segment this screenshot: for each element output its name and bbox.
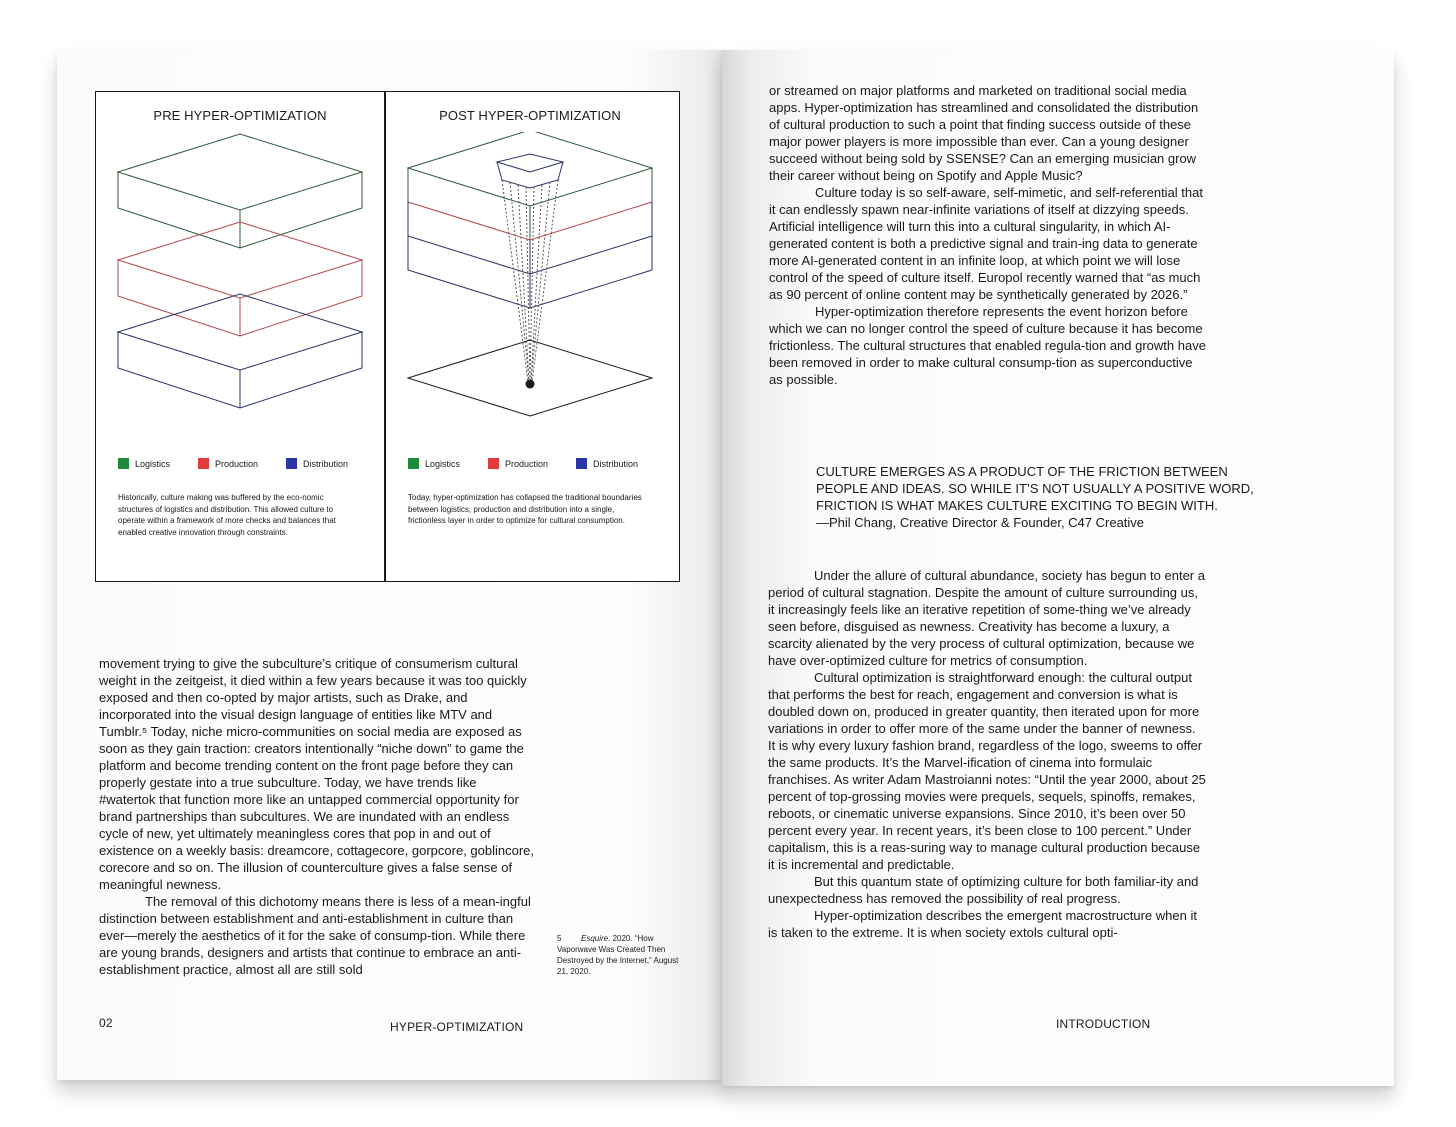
singularity-point xyxy=(526,380,535,389)
footnote-source: Esquire xyxy=(581,934,609,943)
pre-logistics-layer xyxy=(118,134,362,248)
paragraph: Hyper-optimization describes the emergent macrostructure when it is taken to the extreme. It is when society extols cultural opti- xyxy=(768,908,1197,940)
pre-layers-diagram xyxy=(96,132,384,452)
footnote xyxy=(557,933,687,977)
paragraph: The removal of this dichotomy means there is less of a mean-ingful distinction between establishment and anti-establishment in culture than ever—merely the aesthetics of it for the sake of consump-tion. While there are young brands, designers and artists that continue to embrace an anti-establishment practice, almost all are still sold xyxy=(99,894,531,977)
post-panel xyxy=(386,92,674,581)
left-body-text xyxy=(99,655,535,978)
paragraph: Hyper-optimization therefore represents the event horizon before which we can no longer control the speed of culture because it has become frictionless. The cultural structures that enabled regula-tion and growth have been removed in order to make cultural consump-tion as superconductive as possible. xyxy=(769,304,1206,387)
legend-label: Distribution xyxy=(303,458,349,469)
pre-panel xyxy=(96,92,384,581)
page-number: 02 xyxy=(99,1016,113,1030)
quote-text: CULTURE EMERGES AS A PRODUCT OF THE FRICTION BETWEEN PEOPLE AND IDEAS. SO WHILE IT’S NOT USUALLY A POSITIVE WORD, FRICTION IS WHAT MAKES CULTURE EXCITING TO BEGIN WITH. xyxy=(816,464,1254,513)
legend-logistics xyxy=(118,458,170,469)
pull-quote xyxy=(816,463,1276,531)
quote-attribution: —Phil Chang, Creative Director & Founder, C47 Creative xyxy=(816,515,1145,530)
legend-distribution xyxy=(286,458,348,469)
frictionless-plane xyxy=(408,340,652,416)
post-panel-title: POST HYPER-OPTIMIZATION xyxy=(439,108,621,123)
post-layers-diagram xyxy=(386,132,674,452)
legend-label: Distribution xyxy=(593,458,639,469)
pre-panel-title: PRE HYPER-OPTIMIZATION xyxy=(153,108,327,123)
logistics-swatch-icon xyxy=(408,458,419,469)
production-swatch-icon xyxy=(198,458,209,469)
pre-legend xyxy=(118,458,348,469)
post-legend xyxy=(408,458,638,469)
paragraph: Cultural optimization is straightforward enough: the cultural output that performs the best for reach, engagement and conversion is what is doubled down on, produced in greater quantity, then iterated upon for more variations in order to offer more of the same under the banner of newness. It is why every luxury fashion brand, regardless of the logo, sweems to offer the same products. It’s the Marvel-ification of cinema into formulaic franchises. As writer Adam Mastroianni notes: “Until the year 2000, about 25 percent of top-grossing movies were prequels, sequels, spinoffs, remakes, reboots, or cinematic universe expansions. Since 2010, it’s been over 50 percent every year. In recent years, it’s been close to 100 percent.” Under capitalism, this is a reas-suring way to manage cultural production because it is incremental and predictable. xyxy=(768,670,1206,872)
paragraph: movement trying to give the subculture’s critique of consumerism cultural weight in the zeitgeist, it died within a few years because it was too quickly exposed and then co-opted by major artists, such as Drake, and incorporated into the visual design language of entities like MTV and Tumblr.⁵ Today, niche micro-communities on social media are exposed as soon as they gain traction: creators intentionally “niche down” to game the platform and become trending content on the front page before they can properly gestate into a true subculture. Today, we have trends like #watertok that function more like an untapped commercial opportunity for brand partnerships than subcultures. We are inundated with an endless cycle of new, yet ultimately meaningless cores that pop in and out of existence on a weekly basis: dreamcore, cottagecore, gorpcore, goblincore, corecore and so on. The illusion of counterculture gives a false sense of meaningful newness. xyxy=(99,656,535,892)
post-logistics-layer xyxy=(408,132,652,206)
legend-logistics xyxy=(408,458,460,469)
legend-production xyxy=(488,458,548,469)
legend-production xyxy=(198,458,258,469)
pre-caption: Historically, culture making was buffered by the eco-nomic structures of logistics and distribution. This allowed culture to operate within a framework of more checks and balances that enabled creative innovation through constraints. xyxy=(118,493,336,537)
right-body-text-top xyxy=(769,82,1209,388)
legend-label: Production xyxy=(505,458,549,469)
funnel-opening xyxy=(497,154,563,172)
right-body-text-bottom xyxy=(768,567,1206,941)
distribution-swatch-icon xyxy=(286,458,297,469)
legend-label: Logistics xyxy=(135,458,171,469)
paragraph: But this quantum state of optimizing culture for both familiar-ity and unexpectedness has removed the possibility of real progress. xyxy=(768,874,1199,906)
distribution-swatch-icon xyxy=(576,458,587,469)
left-running-title: HYPER-OPTIMIZATION xyxy=(390,1020,524,1034)
paragraph: or streamed on major platforms and marketed on traditional social media apps. Hyper-optimization has streamlined and consolidated the distribution of cultural production to such a point that finding success outside of these major power players is more impossible than ever. Can a young designer succeed without being sold by SSENSE? Can an emerging musician grow their career without being on Spotify and Apple Music? xyxy=(769,83,1199,183)
hyper-optimization-figure xyxy=(95,91,680,582)
paragraph: Culture today is so self-aware, self-mimetic, and self-referential that it can endlessly spawn near-infinite variations of itself at dizzying speeds. Artificial intelligence will turn this into a cultural singularity, in which AI-generated content is both a predictive signal and train-ing data to generate more AI-generated content in an infinite loop, at which point we will lose control of the speed of culture itself. Europol recently warned that “as much as 90 percent of online content may be synthetically generated by 2026.” xyxy=(769,185,1203,302)
right-running-title: INTRODUCTION xyxy=(1056,1017,1151,1031)
footnote-text: . 2020. “How Vaporwave Was Created Then Destroyed by the Internet,” August 21, 2020. xyxy=(557,934,679,976)
logistics-swatch-icon xyxy=(118,458,129,469)
legend-distribution xyxy=(576,458,638,469)
legend-label: Logistics xyxy=(425,458,461,469)
paragraph: Under the allure of cultural abundance, society has begun to enter a period of cultural stagnation. Despite the amount of culture surrounding us, it increasingly feels like an iterative repetition of some-thing we’ve already seen before, disguised as newness. Creativity has become a luxury, a scarcity alienated by the very process of cultural optimization, because we have over-optimized culture for metrics of consumption. xyxy=(768,568,1205,668)
footnote-number: 5 xyxy=(557,934,562,943)
post-caption: Today, hyper-optimization has collapsed the traditional boundaries between logistics, production and distribution into a single, frictionless layer in order to optimize for cultural consumption. xyxy=(408,493,642,525)
production-swatch-icon xyxy=(488,458,499,469)
legend-label: Production xyxy=(215,458,259,469)
